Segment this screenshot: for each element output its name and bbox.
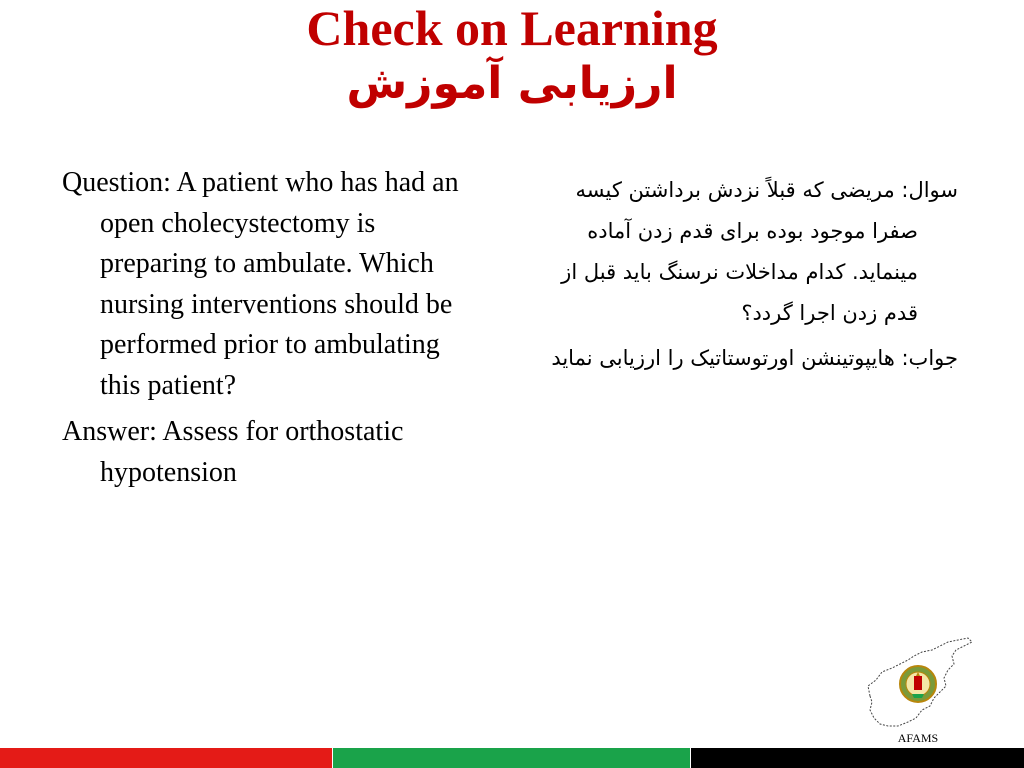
dari-answer: جواب: هایپوتینشن اورتوستاتیک را ارزیابی نماید (551, 346, 958, 370)
english-content (62, 163, 462, 499)
logo-caption: AFAMS (897, 731, 939, 745)
footer-stripe-green (333, 748, 690, 768)
dari-question: سوال: مریضی که قبلاً نزدش برداشتن کیسه صفرا موجود بوده برای قدم زدن آماده مینماید. کدام مداخلات نرسنگ باید قبل از قدم زدن اجرا گردد؟ (561, 178, 958, 325)
footer-stripe-black (691, 748, 1024, 768)
english-question: Question: A patient who has had an open cholecystectomy is preparing to ambulate. Which nursing interventions should be performed prior to ambulating this patient? (62, 167, 459, 401)
english-answer: Answer: Assess for orthostatic hypotension (62, 416, 404, 488)
slide-title-english: Check on Learning (306, 0, 718, 56)
afghanistan-map-emblem-icon (862, 636, 974, 736)
slide-title-dari: ارزیابی آموزش (346, 58, 678, 109)
footer-color-stripe (0, 748, 1024, 768)
dari-content (540, 170, 958, 383)
footer-stripe-red (0, 748, 332, 768)
